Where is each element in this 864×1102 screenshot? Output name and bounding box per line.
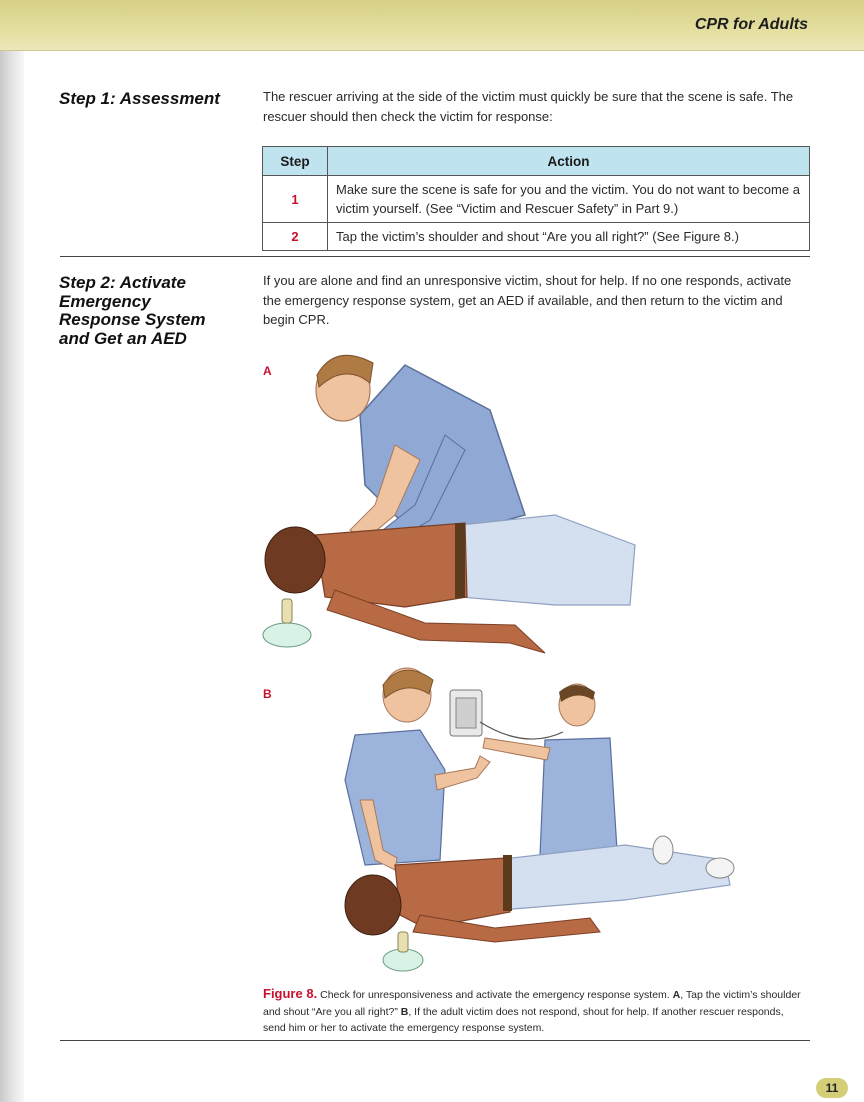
step-action: Make sure the scene is safe for you and the victim. You do not want to become a victim yourself. (See “Victim and Rescuer Safety” in Part 9.)	[328, 176, 810, 223]
step2-intro: If you are alone and find an unresponsive victim, shout for help. If no one responds, activate the emergency response system, get an AED if available, and then return to the victim and begin CPR.	[263, 273, 792, 327]
step-number: 1	[263, 176, 328, 223]
assessment-steps-table	[262, 146, 810, 251]
column-header-step: Step	[263, 147, 328, 176]
step2-heading-line: Response System	[59, 310, 206, 329]
header-title: CPR for Adults	[694, 16, 808, 33]
figure-caption-label-b: B	[400, 1005, 409, 1018]
column-header-action: Action	[328, 147, 810, 176]
figure-caption-text: Check for unresponsiveness and activate the emergency response system.	[320, 989, 670, 1001]
table-header-row	[263, 147, 810, 176]
step-number: 2	[263, 223, 328, 251]
figure-label-b: B	[263, 687, 272, 701]
figure-label-a: A	[263, 364, 272, 378]
step1-intro: The rescuer arriving at the side of the victim must quickly be sure that the scene is safe. The rescuer should then check the victim for response:	[263, 89, 794, 124]
running-header	[0, 0, 864, 51]
table-row	[263, 176, 810, 223]
step-action: Tap the victim’s shoulder and shout “Are you all right?” (See Figure 8.)	[328, 223, 810, 251]
illustration-rescuer-tapping-victim	[255, 335, 640, 665]
step2-heading-line: and Get an AED	[59, 328, 187, 348]
figure-caption-title: Figure 8.	[263, 986, 318, 1001]
figure-caption-label-a: A	[672, 989, 681, 1001]
bottom-rule	[60, 1040, 810, 1041]
step1-heading: Step 1: Assessment	[59, 89, 220, 108]
page-number: 11	[816, 1078, 848, 1098]
step2-heading-line: Step 2: Activate	[59, 273, 186, 292]
section-divider	[60, 256, 810, 257]
table-row	[263, 223, 810, 251]
step2-heading	[59, 274, 244, 348]
illustration-activating-emergency-system	[325, 660, 740, 978]
step2-heading-line: Emergency	[59, 291, 151, 311]
figure-caption-text: , If the adult victim does not respond, shout for help. If another rescuer responds, send him or her to activate the emergency response system.	[263, 1005, 784, 1034]
figure-caption	[263, 986, 803, 1037]
page-binding-shadow	[0, 0, 24, 1102]
figure-caption-text: , Tap the victim’s shoulder and shout “Are you all right?”	[263, 989, 801, 1018]
